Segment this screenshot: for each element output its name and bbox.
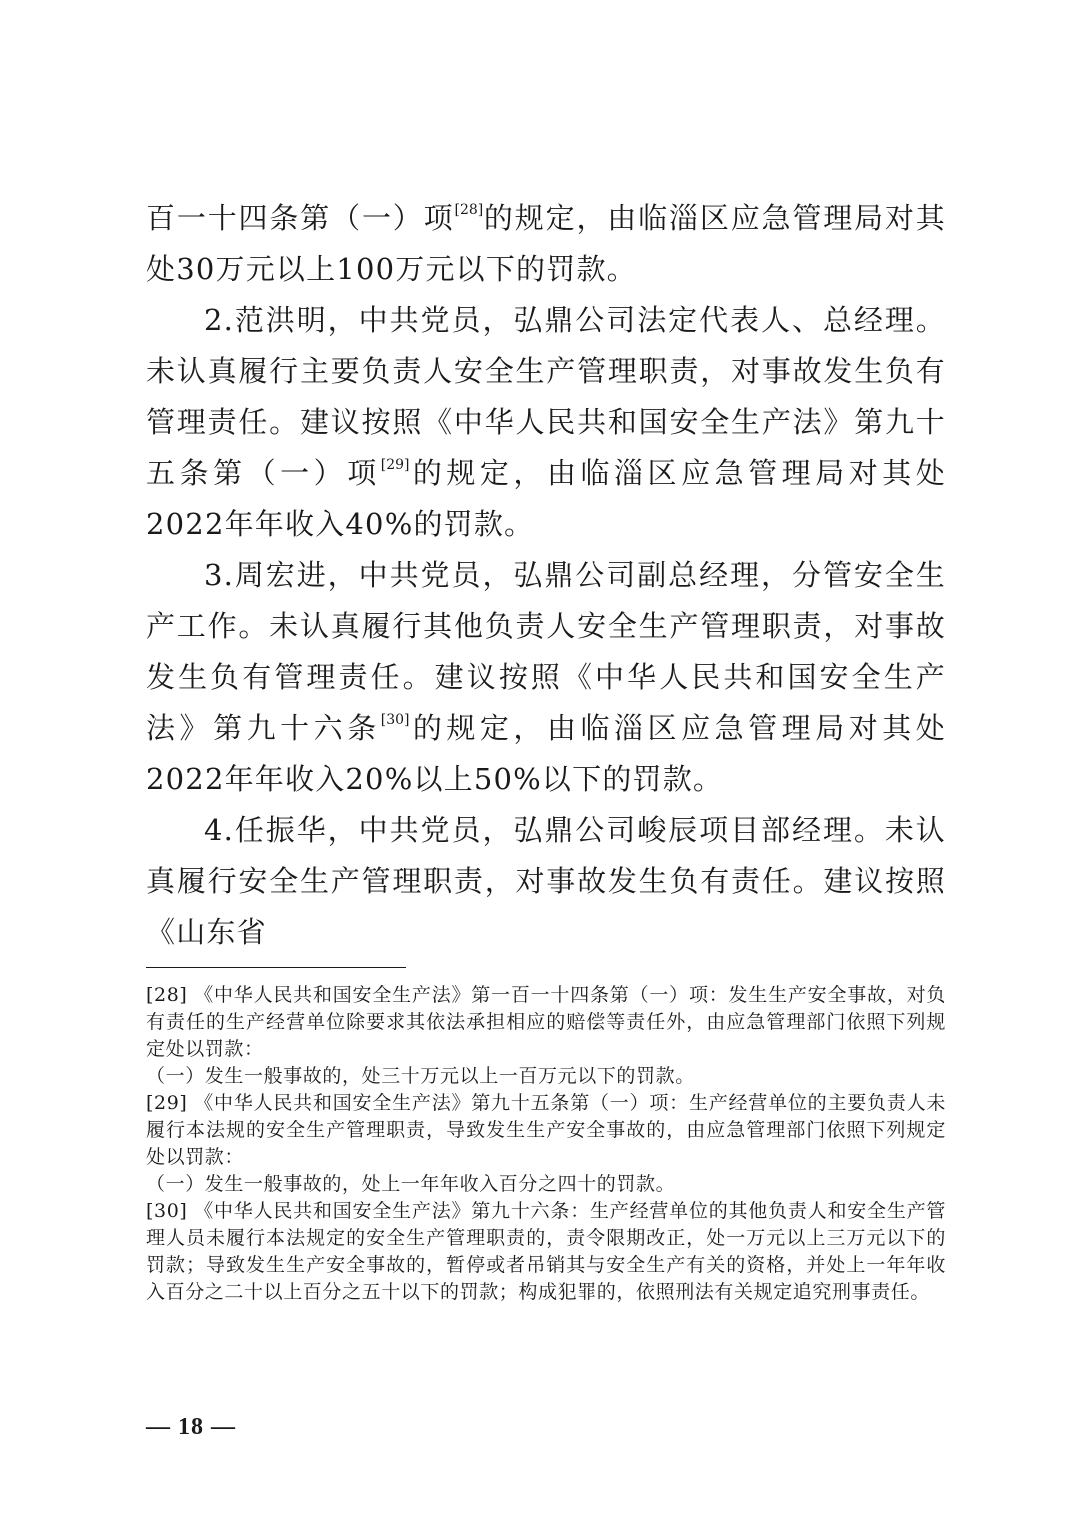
paragraph-continuation (146, 193, 946, 295)
footnote-ref-29: [29] (380, 457, 410, 473)
paragraph-item-2 (146, 295, 946, 550)
footnote-29-item: （一）发生一般事故的，处上一年年收入百分之四十的罚款。 (146, 1173, 676, 1195)
paragraph-text: 3.周宏进，中共党员，弘鼎公司副总经理，分管安全生产工作。未认真履行其他负责人安全生产管理职责，对事故发生负有管理责任。建议按照《中华人民共和国安全生产法》第九十六条 (146, 558, 946, 745)
paragraph-text: 百一十四条第（一）项 (146, 201, 455, 235)
footnote-29: [29] 《中华人民共和国安全生产法》第九十五条第（一）项：生产经营单位的主要负责人未履行本法规的安全生产管理职责，导致发生生产安全事故的，由应急管理部门依照下列规定处以罚款： (146, 1092, 946, 1168)
footnote-28-item: （一）发生一般事故的，处三十万元以上一百万元以下的罚款。 (146, 1065, 695, 1087)
paragraph-item-4: 4.任振华，中共党员，弘鼎公司峻辰项目部经理。未认真履行安全生产管理职责，对事故发生负有责任。建议按照《山东省 (146, 813, 946, 949)
footnote-30: [30] 《中华人民共和国安全生产法》第九十六条：生产经营单位的其他负责人和安全生产管理人员未履行本法规定的安全生产管理职责的，责令限期改正，处一万元以上三万元以下的罚款；导致发生生产安全事故的，暂停或者吊销其与安全生产有关的资格，并处上一年年收入百分之二十以上百分之五十以下的罚款；构成犯罪的，依照刑法有关规定追究刑事责任。 (146, 1200, 946, 1303)
paragraph-item-3 (146, 550, 946, 805)
footnote-ref-28: [28] (454, 202, 484, 218)
footnote-divider (146, 967, 406, 968)
footnotes (146, 982, 946, 1306)
footnote-28: [28] 《中华人民共和国安全生产法》第一百一十四条第（一）项：发生生产安全事故，对负有责任的生产经营单位除要求其依法承担相应的赔偿等责任外，由应急管理部门依照下列规定处以罚款： (146, 984, 946, 1060)
paragraph-text: 的规定，由临淄区应急管理局对其处30万元以上100万元以下的罚款。 (146, 201, 946, 286)
paragraph-text: 的规定，由临淄区应急管理局对其处2022年年收入20%以上50%以下的罚款。 (146, 711, 947, 796)
paragraph-text: 的规定，由临淄区应急管理局对其处2022年年收入40%的罚款。 (146, 456, 947, 541)
paragraph-text: 2.范洪明，中共党员，弘鼎公司法定代表人、总经理。未认真履行主要负责人安全生产管理职责，对事故发生负有管理责任。建议按照《中华人民共和国安全生产法》第九十五条第（一）项 (146, 303, 946, 490)
body-text (146, 193, 946, 958)
page-number: — 18 — (146, 1414, 236, 1440)
footnote-ref-30: [30] (380, 712, 410, 728)
